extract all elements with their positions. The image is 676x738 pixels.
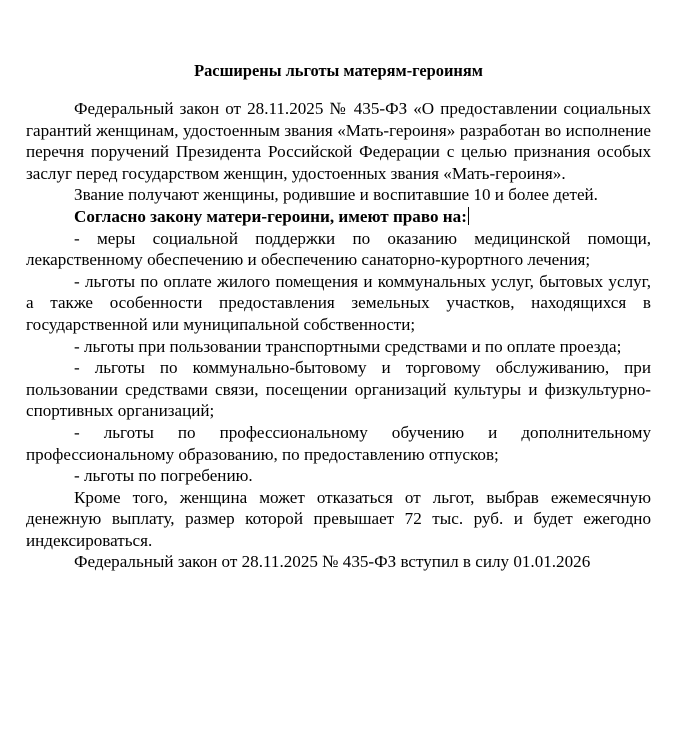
paragraph-payment: Кроме того, женщина может отказаться от льгот, выбрав ежемесячную денежную выплату, размер которой превышает 72 тыс. руб. и будет ежегодно индексироваться.: [26, 487, 651, 550]
paragraph-rights-heading: [26, 206, 651, 228]
paragraph-eligibility: Звание получают женщины, родившие и воспитавшие 10 и более детей.: [74, 185, 598, 205]
paragraph-intro: Федеральный закон от 28.11.2025 № 435-ФЗ «О предоставлении социальных гарантий женщинам, удостоенным звания «Мать-героиня» разработан во исполнение перечня поручений Президента Российской Федерации с целью признания особых заслуг перед государством женщин, удостоенных звания «Мать-героиня».: [26, 99, 651, 183]
document-body: [26, 60, 651, 573]
paragraph-benefit-1: - меры социальной поддержки по оказанию медицинской помощи, лекарственному обеспечению и обеспечению санаторно-курортного лечения;: [26, 228, 651, 270]
paragraph-benefit-6: - льготы по погребению.: [74, 466, 253, 486]
paragraph-benefit-2: - льготы по оплате жилого помещения и коммунальных услуг, бытовых услуг, а также особенности предоставления земельных участков, находящихся в государственной или муниципальной собственности;: [26, 271, 651, 334]
paragraph-benefit-4: - льготы по коммунально-бытовому и торговому обслуживанию, при пользовании средствами связи, посещении организаций культуры и физкультурно-спортивных организаций;: [26, 358, 651, 421]
paragraph-benefit-5: - льготы по профессиональному обучению и дополнительному профессиональному образованию, по предоставлению отпусков;: [26, 422, 651, 464]
document-title: Расширены льготы матерям-героиням: [194, 61, 483, 80]
paragraph-effective-date: Федеральный закон от 28.11.2025 № 435-ФЗ вступил в силу 01.01.2026: [74, 552, 591, 572]
text-cursor: [468, 207, 469, 225]
paragraph-benefit-3: - льготы при пользовании транспортными средствами и по оплате проезда;: [74, 336, 622, 356]
rights-heading-text: Согласно закону матери-героини, имеют право на:: [74, 206, 467, 226]
